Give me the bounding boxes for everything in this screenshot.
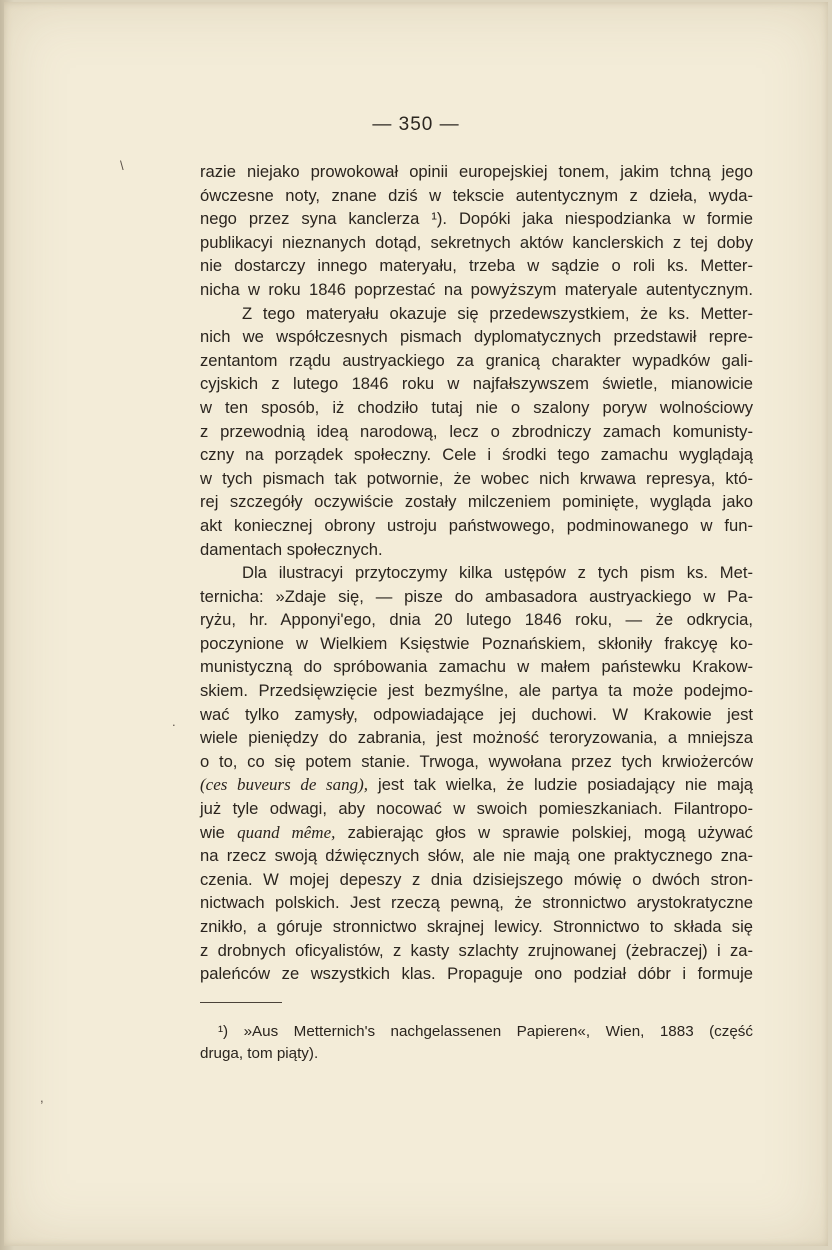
margin-mark: \ [120,158,124,173]
text-line-23: skiem. Przedsięwzięcie jest bezmyślne, ale partya ta może podejmo- [200,681,753,701]
text-line-3: nego przez syna kanclerza ¹). Dopóki jaka niespodzianka w formie [200,209,753,229]
text-line-12: z przewodnią ideą narodową, lecz o zbrodniczy zamach komunisty- [200,421,753,441]
text-line-4: publikacyi nieznanych dotąd, sekretnych aktów kanclerskich z tej doby [200,232,753,252]
text-line-34: z drobnych oficyalistów, z kasty szlachty zrujnowanej (żebraczej) i za- [200,940,753,960]
text-line-11: w ten sposób, iż chodziło tutaj nie o szalony poryw wolnościowy [200,397,753,417]
text-line-5: nie dostarczy innego materyału, trzeba w sądzie o roli ks. Metter- [200,256,753,276]
text-line-31: czenia. W mojej depeszy z dnia dzisiejszego mówię o dwóch stron- [200,869,753,889]
footnote-line-1: ¹) »Aus Metternich's nachgelassenen Papieren«, Wien, 1883 (część [218,1023,753,1040]
text-line-22: munistyczną do spróbowania zamachu w małem państewku Krakow- [200,657,753,677]
text-line-33: znikło, a góruje stronnictwo skrajnej lewicy. Stronnictwo to składa się [200,917,753,936]
text-line-28: już tyle odwagi, aby nocować w swoich pomieszkaniach. Filantropo- [200,799,753,819]
footnote-divider [200,1002,282,1003]
text-line-10: cyjskich z lutego 1846 roku w najfałszywszem świetle, mianowicie [200,374,753,394]
margin-mark: , [40,1090,44,1105]
text-line-14: w tych pismach tak potwornie, że wobec nich krwawa represya, któ- [200,468,753,488]
text-fragment: wie [200,822,238,842]
footnotes [200,1021,753,1065]
text-line-18: Dla ilustracyi przytoczymy kilka ustępów z tych pism ks. Met- [242,563,753,583]
text-line-30: na rzecz swoją dźwięcznych słów, ale nie mają one praktycznego zna- [200,846,753,866]
text-line-21: poczynione w Wielkiem Księstwie Poznańskiem, skłoniły frakcyę ko- [200,633,753,653]
text-line-35: paleńców ze wszystkich klas. Propaguje ono podział dóbr i formuje [200,964,753,984]
text-line-6: nicha w roku 1846 poprzestać na powyższym materyale autentycznym. [200,279,753,299]
text-line-15: rej szczegóły oczywiście zostały milczeniem pominięte, wygląda jako [200,492,753,512]
text-line-25: wiele pieniędzy do zabrania, jest możność teroryzowania, a mniejsza [200,728,753,748]
text-line-27 [200,773,753,797]
italic-phrase: quand même, [237,822,336,842]
text-line-7: Z tego materyału okazuje się przedewszystkiem, że ks. Metter- [242,303,753,323]
text-line-16: akt koniecznej obrony ustroju państwowego, podminowanego w fun- [200,515,753,535]
text-line-32: nictwach polskich. Jest rzeczą pewną, że stronnictwo arystokratyczne [200,893,753,913]
text-line-19: ternicha: »Zdaje się, — pisze do ambasadora austryackiego w Pa- [200,586,753,606]
margin-mark: . [172,714,176,729]
text-fragment: zabierając głos w sprawie polskiej, mogą używać [335,822,753,842]
body-text [200,160,753,986]
text-line-1: razie niejako prowokował opinii europejskiej tonem, jakim tchną jego [200,162,753,181]
text-line-20: ryżu, hr. Apponyi'ego, dnia 20 lutego 1846 roku, — że odkrycia, [200,610,753,630]
page-number: — 350 — [372,114,460,135]
text-line-17: damentach społecznych. [200,539,383,559]
italic-phrase: (ces buveurs de sang), [200,775,369,795]
text-line-2: ówczesne noty, znane dziś w tekscie autentycznym z dzieła, wyda- [200,185,753,205]
text-line-26: o to, co się potem stanie. Trwoga, wywołana przez tych krwiożerców [200,751,753,771]
text-line-13: czny na porządek społeczny. Cele i środki tego zamachu wyglądają [200,445,753,465]
text-line-29 [200,821,753,845]
text-line-24: wać tylko zamysły, odpowiadające jej duchowi. W Krakowie jest [200,704,753,724]
text-fragment: jest tak wielka, że ludzie posiadający nie mają [368,775,753,795]
footnote-line-2: druga, tom piąty). [200,1045,319,1062]
text-line-8: nich we współczesnych pismach dyplomatycznych przedstawił repre- [200,327,753,347]
text-line-9: zentantom rządu austryackiego za granicą charakter wypadków gali- [200,350,753,370]
